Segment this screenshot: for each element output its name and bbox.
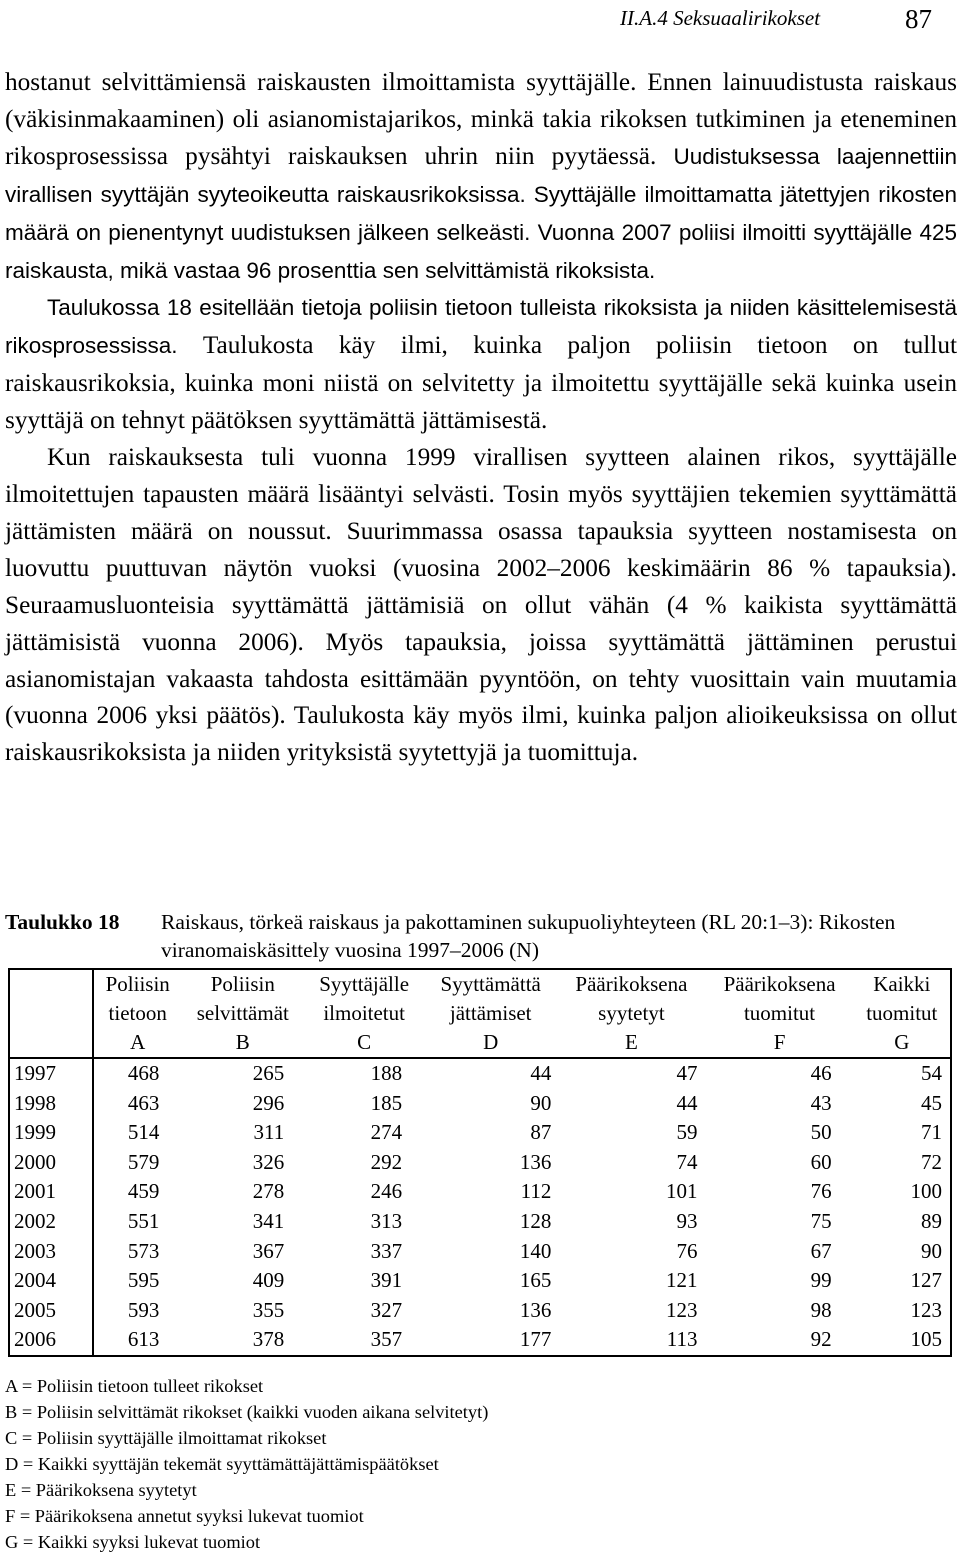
body-text [5,64,957,771]
table-cell: 246 [370,1179,403,1204]
table-cell: 47 [676,1061,698,1085]
table-cell: 76 [676,1238,698,1263]
table-cell: 67 [810,1238,832,1263]
table-cell: 136 [519,1297,552,1322]
table-cell: 90 [530,1090,552,1115]
paragraph-segment: hostanut selvittämiensä raiskausten ilmoittamista syyttäjälle. Ennen lainuudistusta raiskaus (väkisinmakaaminen) oli asianomistajarikos, minkä takia rikoksen tutkiminen ja eteneminen rikosprosessissa pysähtyi raiskauksen uhrin niin pyytäessä. [5,68,957,170]
table-row [9,1325,951,1356]
paragraph [5,289,957,439]
table-row [9,1207,951,1237]
table-cell: 127 [910,1268,942,1293]
table-cell: 112 [520,1179,552,1204]
table-cell: 74 [676,1149,698,1174]
table-cell: 265 [252,1061,285,1085]
table-cell: 595 [127,1268,160,1293]
table-cell: 459 [127,1179,160,1204]
table-cell: 75 [810,1208,832,1233]
year-cell: 2003 [9,1237,93,1267]
page-header [0,0,960,40]
table-row [9,1266,951,1296]
table-cell: 98 [810,1297,832,1322]
table-cell: 463 [127,1090,160,1115]
table-row [9,1177,951,1207]
page-number: 87 [905,4,932,34]
table-note: G = Kaikki syyksi lukevat tuomiot [5,1532,261,1552]
table-row [9,1089,951,1119]
table-cell: 105 [910,1327,942,1352]
table-cell: 46 [810,1061,832,1085]
table-cell: 123 [665,1297,698,1322]
table-cell: 551 [127,1208,160,1233]
table-header-row [9,969,951,1058]
table-cell: 311 [253,1120,285,1145]
statistics-table [8,968,952,1357]
table-note: F = Päärikoksena annetut syyksi lukevat tuomiot [5,1506,364,1526]
paragraph-segment: Taulukosta käy ilmi, kuinka paljon poliisin tietoon on tullut raiskausrikoksia, kuinka moni niistä on selvitetty ja ilmoitettu syyttäjälle sekä kuinka usein syyttäjä on tehnyt päätöksen syyttämättä jättämisestä. [5,331,957,435]
table-cell: 278 [252,1179,285,1204]
table-cell: 100 [910,1179,942,1204]
year-cell: 2001 [9,1177,93,1207]
table-cell: 92 [810,1327,832,1352]
table-body [9,1058,951,1356]
table-cell: 313 [370,1208,403,1233]
table-cell: 274 [370,1120,403,1145]
table-cell: 177 [519,1327,552,1352]
table-cell: 43 [810,1090,832,1115]
table-cell: 44 [676,1090,698,1115]
column-header: Syyttämättä jättämiset D [440,972,541,1054]
table-cell: 185 [370,1090,403,1115]
year-cell: 2002 [9,1207,93,1237]
column-header: Syyttäjälle ilmoitetut C [319,972,410,1054]
table-cell: 165 [519,1268,552,1293]
table-cell: 113 [666,1327,698,1352]
table-row [9,1296,951,1326]
table-note: D = Kaikki syyttäjän tekemät syyttämättäjättämispäätökset [5,1454,439,1474]
table-cell: 514 [127,1120,160,1145]
table-cell: 326 [252,1149,285,1174]
table-cell: 357 [370,1327,403,1352]
table-note: C = Poliisin syyttäjälle ilmoittamat rikokset [5,1428,327,1448]
year-cell: 1999 [9,1118,93,1148]
year-cell: 1997 [9,1058,93,1089]
year-cell: 2006 [9,1325,93,1356]
table-note: A = Poliisin tietoon tulleet rikokset [5,1376,264,1396]
table-cell: 292 [370,1149,403,1174]
table-cell: 140 [519,1238,552,1263]
table-cell: 60 [810,1149,832,1174]
table-row [9,1148,951,1178]
year-cell: 2000 [9,1148,93,1178]
paragraph [5,439,957,771]
table-row [9,1118,951,1148]
table-cell: 50 [810,1120,832,1145]
table-cell: 93 [676,1208,698,1233]
table-cell: 409 [252,1268,285,1293]
paragraph-segment: Uudistuksessa laajennettiin virallisen syyttäjän syyteoikeutta raiskausrikoksissa. Syyttäjälle ilmoittamatta jätettyjen rikosten määrä on pienentynyt uudistuksen jälkeen selkeästi. Vuonna 2007 poliisi ilmoitti syyttäjälle 425 raiskausta, mikä vastaa 96 prosenttia sen selvittämistä rikoksista. [5,143,957,283]
table-cell: 341 [252,1208,285,1233]
column-header: Päärikoksena syytetyt E [575,972,688,1054]
table-cell: 71 [921,1120,942,1145]
paragraph-segment: Kun raiskauksesta tuli vuonna 1999 virallisen syytteen alainen rikos, syyttäjälle ilmoitettujen tapausten määrä lisääntyi selvästi. Tosin myös syyttäjien tekemien syyttämättä jättämisten määrä on noussut. Suurimmassa osassa tapauksia syytteen nostamisesta on luovuttu puuttuvan näytön vuoksi (vuosina 2002–2006 keskimäärin 86 % tapauksia). Seuraamusluonteisia syyttämättä jättämisiä on ollut vähän (4 % kaikista syyttämättä jättämisistä vuonna 2006). Myös tapauksia, joissa syyttämättä jättäminen perustui asianomistajan vakaasta tahdosta esittämään pyyntöön, on tehty vuosittain vain muutamia (vuonna 2006 yksi päätös). Taulukosta käy myös ilmi, kuinka paljon alioikeuksissa on ollut raiskausrikoksista ja niiden yrityksistä syytettyjä ja tuomittuja. [5,443,957,767]
column-header: Poliisin selvittämät B [196,972,289,1054]
table-cell: 59 [676,1120,698,1145]
column-header: Päärikoksena tuomitut F [723,972,836,1054]
table-cell: 87 [530,1120,552,1145]
year-cell: 2005 [9,1296,93,1326]
paragraph-segment: Taulukossa 18 esitellään tietoja poliisin tietoon tulleista rikoksista ja niiden käsittelemisestä rikosprosessissa. [5,295,957,359]
table-cell: 121 [665,1268,698,1293]
year-cell: 1998 [9,1089,93,1119]
table-cell: 89 [921,1208,942,1233]
table-cell: 579 [127,1149,160,1174]
table-cell: 72 [921,1149,942,1174]
year-header [9,969,93,1058]
table-cell: 573 [127,1238,160,1263]
table-cell: 593 [127,1297,160,1322]
table-caption-text: Raiskaus, törkeä raiskaus ja pakottaminen sukupuoliyhteyteen (RL 20:1–3): Rikosten viranomaiskäsittely vuosina 1997–2006 (N) [161,910,896,962]
table-cell: 355 [252,1297,285,1322]
table-cell: 99 [810,1268,832,1293]
table-note: E = Päärikoksena syytetyt [5,1480,197,1500]
table-cell: 76 [810,1179,832,1204]
table-row [9,1058,951,1089]
table-cell: 468 [127,1061,160,1085]
table-cell: 101 [665,1179,698,1204]
table-cell: 128 [519,1208,552,1233]
table-cell: 188 [370,1061,403,1085]
table-cell: 296 [252,1090,285,1115]
paragraph [5,64,957,289]
table-notes [5,1373,705,1555]
table-cell: 337 [370,1238,403,1263]
table-cell: 44 [530,1061,552,1085]
year-cell: 2004 [9,1266,93,1296]
table-cell: 378 [252,1327,285,1352]
table-cell: 327 [370,1297,403,1322]
table-note: B = Poliisin selvittämät rikokset (kaikki vuoden aikana selvitetyt) [5,1402,489,1422]
table-label: Taulukko 18 [5,910,120,934]
running-title: II.A.4 Seksuaalirikokset [620,6,821,30]
table-cell: 54 [921,1061,942,1085]
column-header: Kaikki tuomitut G [866,972,938,1054]
table-cell: 123 [910,1297,942,1322]
table-cell: 136 [519,1149,552,1174]
table-cell: 90 [921,1238,942,1263]
table-row [9,1237,951,1267]
table-cell: 613 [127,1327,160,1352]
table-cell: 45 [921,1090,942,1115]
table-cell: 391 [370,1268,403,1293]
table-cell: 367 [252,1238,285,1263]
column-header: Poliisin tietoon A [105,972,170,1054]
